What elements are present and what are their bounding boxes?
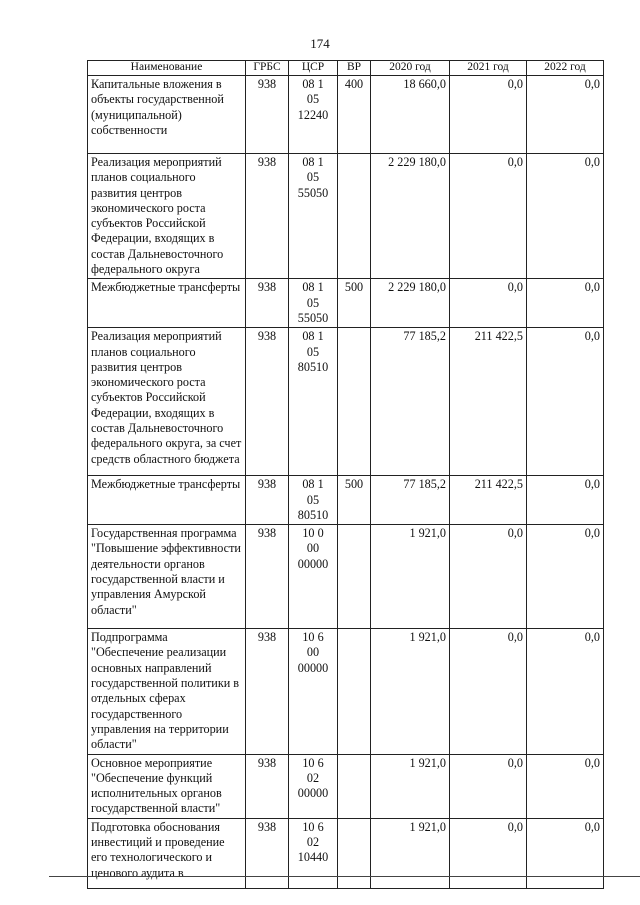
row-csr: 10 6 00 00000 [289, 629, 338, 754]
column-header-2022: 2022 год [527, 61, 604, 76]
table-row [88, 476, 604, 525]
row-grbs: 938 [246, 754, 289, 818]
row-value-2022: 0,0 [527, 476, 604, 525]
row-csr: 08 1 05 55050 [289, 279, 338, 328]
row-value-2022: 0,0 [527, 279, 604, 328]
row-vr [338, 154, 371, 279]
row-value-2022: 0,0 [527, 754, 604, 818]
row-value-2020: 2 229 180,0 [371, 154, 450, 279]
row-value-2021: 0,0 [450, 818, 527, 888]
row-vr: 500 [338, 279, 371, 328]
row-value-2020: 18 660,0 [371, 76, 450, 154]
table-row [88, 328, 604, 476]
row-value-2021: 211 422,5 [450, 328, 527, 476]
row-csr: 08 1 05 80510 [289, 476, 338, 525]
row-grbs: 938 [246, 76, 289, 154]
row-grbs: 938 [246, 629, 289, 754]
row-value-2020: 2 229 180,0 [371, 279, 450, 328]
table-row [88, 525, 604, 629]
row-vr [338, 525, 371, 629]
row-value-2021: 0,0 [450, 76, 527, 154]
row-name: Межбюджетные трансферты [88, 476, 246, 525]
row-value-2022: 0,0 [527, 525, 604, 629]
row-grbs: 938 [246, 476, 289, 525]
column-header-2021: 2021 год [450, 61, 527, 76]
row-csr: 08 1 05 55050 [289, 154, 338, 279]
row-vr: 500 [338, 476, 371, 525]
row-value-2021: 0,0 [450, 154, 527, 279]
row-value-2020: 1 921,0 [371, 629, 450, 754]
table-row [88, 279, 604, 328]
row-value-2022: 0,0 [527, 76, 604, 154]
row-vr [338, 818, 371, 888]
table-row [88, 154, 604, 279]
column-header-name: Наименование [88, 61, 246, 76]
row-csr: 08 1 05 80510 [289, 328, 338, 476]
row-vr [338, 629, 371, 754]
table-row [88, 754, 604, 818]
row-value-2022: 0,0 [527, 328, 604, 476]
row-value-2021: 0,0 [450, 629, 527, 754]
row-value-2020: 77 185,2 [371, 328, 450, 476]
header-row [88, 61, 604, 76]
row-vr [338, 754, 371, 818]
row-csr: 10 6 02 10440 [289, 818, 338, 888]
row-csr: 10 0 00 00000 [289, 525, 338, 629]
row-vr [338, 328, 371, 476]
row-grbs: 938 [246, 279, 289, 328]
row-vr: 400 [338, 76, 371, 154]
row-grbs: 938 [246, 818, 289, 888]
row-value-2021: 0,0 [450, 754, 527, 818]
row-name: Реализация мероприятий планов социального развития центров экономического роста субъектов Российской Федерации, входящих в состав Дальневосточного федерального округа [88, 154, 246, 279]
column-header-vr: ВР [338, 61, 371, 76]
table-row [88, 818, 604, 888]
row-value-2020: 77 185,2 [371, 476, 450, 525]
column-header-2020: 2020 год [371, 61, 450, 76]
row-value-2020: 1 921,0 [371, 818, 450, 888]
row-name: Капитальные вложения в объекты государственной (муниципальной) собственности [88, 76, 246, 154]
row-value-2020: 1 921,0 [371, 525, 450, 629]
table-body [88, 76, 604, 889]
row-csr: 10 6 02 00000 [289, 754, 338, 818]
row-value-2022: 0,0 [527, 154, 604, 279]
row-value-2022: 0,0 [527, 629, 604, 754]
row-value-2021: 0,0 [450, 279, 527, 328]
column-header-csr: ЦСР [289, 61, 338, 76]
row-name: Подготовка обоснования инвестиций и проведение его технологического и ценового аудита в [88, 818, 246, 888]
row-grbs: 938 [246, 154, 289, 279]
page-number: 174 [310, 36, 330, 51]
row-value-2022: 0,0 [527, 818, 604, 888]
budget-table [87, 60, 604, 889]
page-bottom-divider [49, 876, 640, 877]
column-header-grbs: ГРБС [246, 61, 289, 76]
row-name: Подпрограмма "Обеспечение реализации основных направлений государственной политики в отдельных сферах государственного управления на территории области" [88, 629, 246, 754]
row-name: Государственная программа "Повышение эффективности деятельности органов государственной власти и управления Амурской области" [88, 525, 246, 629]
row-value-2020: 1 921,0 [371, 754, 450, 818]
row-grbs: 938 [246, 328, 289, 476]
table-header [88, 61, 604, 76]
row-name: Межбюджетные трансферты [88, 279, 246, 328]
row-name: Основное мероприятие "Обеспечение функций исполнительных органов государственной власти" [88, 754, 246, 818]
row-grbs: 938 [246, 525, 289, 629]
row-name: Реализация мероприятий планов социального развития центров экономического роста субъектов Российской Федерации, входящих в состав Дальневосточного федерального округа, за счет средств областного бюджета [88, 328, 246, 476]
row-value-2021: 211 422,5 [450, 476, 527, 525]
table-row [88, 76, 604, 154]
row-csr: 08 1 05 12240 [289, 76, 338, 154]
table-row [88, 629, 604, 754]
row-value-2021: 0,0 [450, 525, 527, 629]
